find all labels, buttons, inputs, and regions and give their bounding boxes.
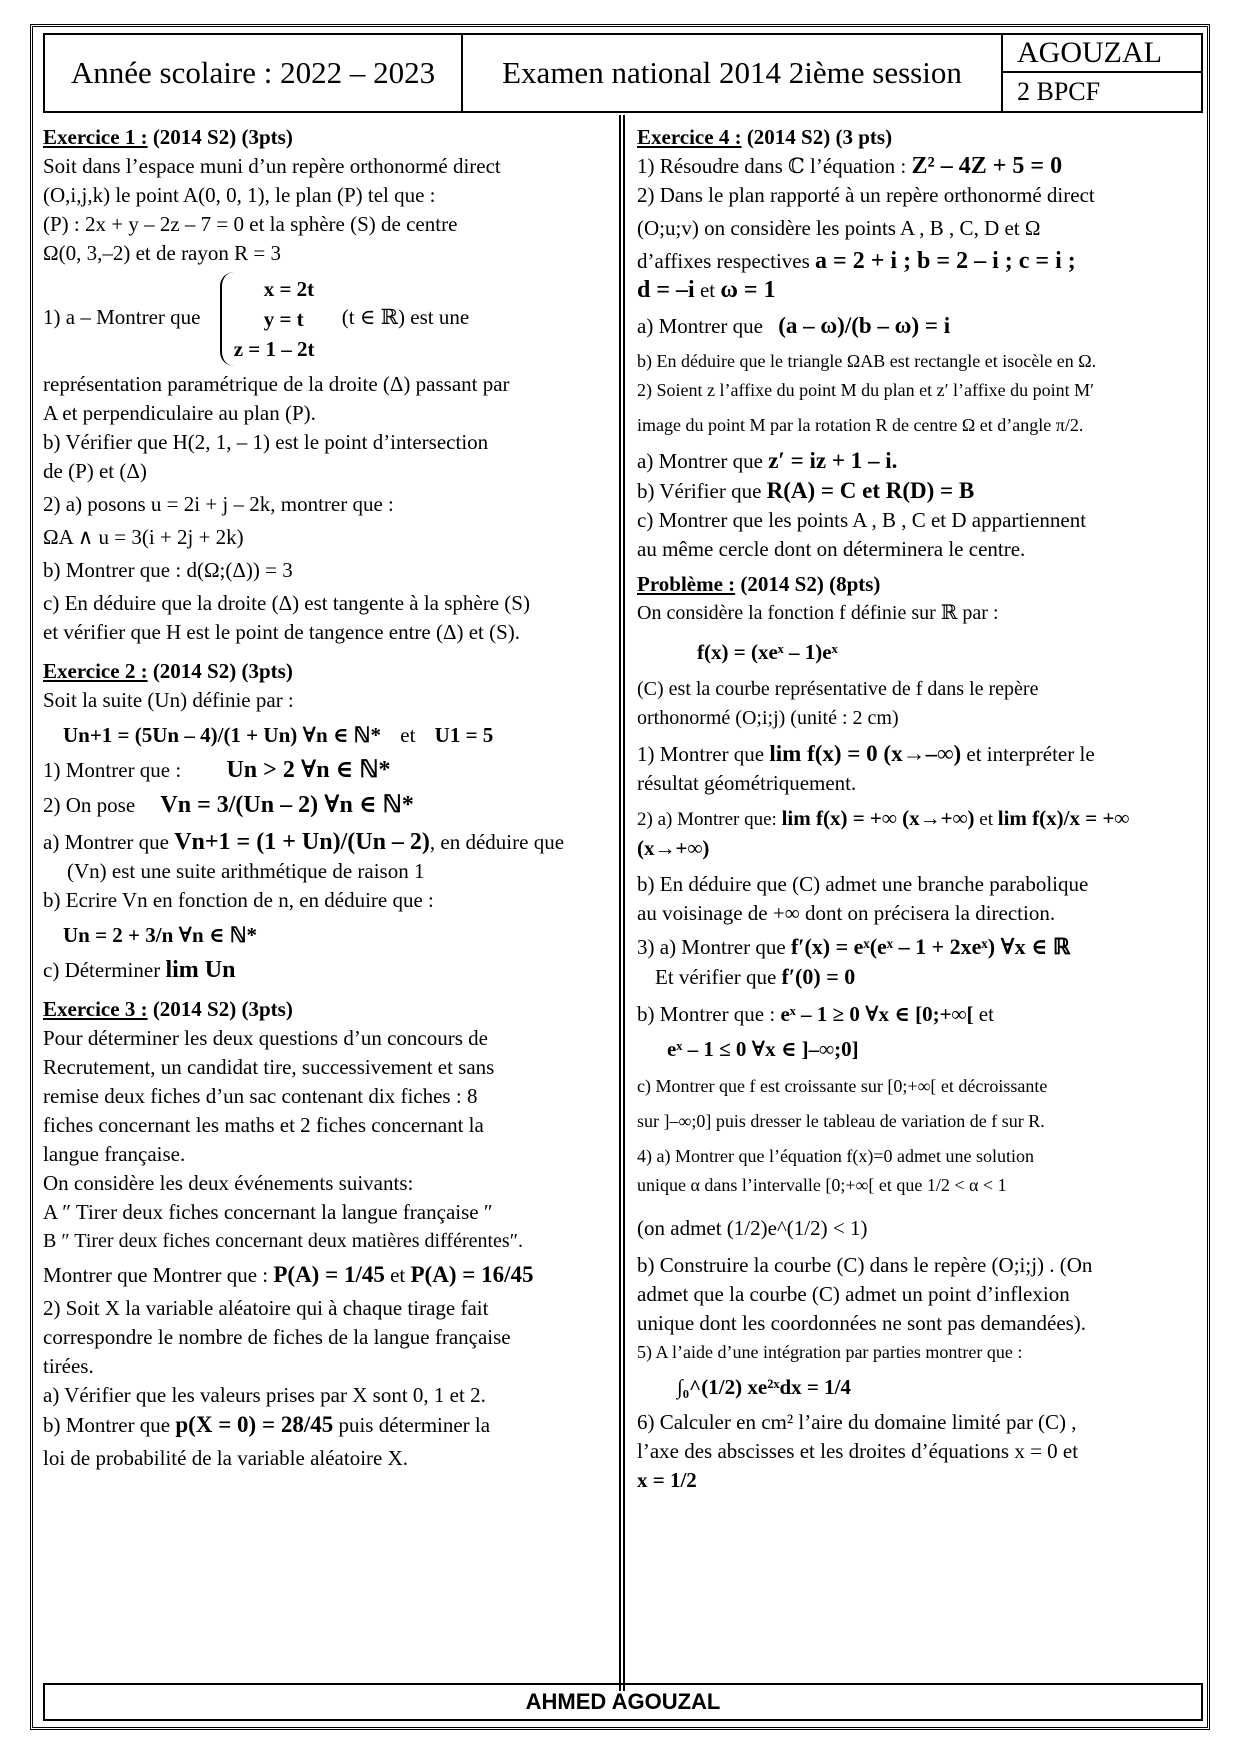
ex3-line: Pour déterminer les deux questions d’un concours de [43,1026,488,1050]
ex4-q2a: a) Montrer que z′ = iz + 1 – i. [637,448,898,473]
ex1-line: représentation paramétrique de la droite (Δ) passant par [43,372,510,396]
ex3-proba-line: Montrer que Montrer que : P(A) = 1/45 et P(A) = 16/45 [43,1262,534,1287]
ex3-line: loi de probabilité de la variable aléatoire X. [43,1446,409,1470]
ex3-heading: Exercice 3 : (2014 S2) (3pts) [43,997,293,1021]
ex3-line: A ″ Tirer deux fiches concernant la langue française ″ [43,1200,493,1224]
ex3-line: remise deux fiches d’un sac contenant dix fiches : 8 [43,1084,478,1108]
ex4-line: c) Montrer que les points A , B , C et D appartiennent [637,508,1087,532]
ex3-line: 2) Soit X la variable aléatoire qui à chaque tirage fait [43,1296,489,1320]
ex3-line: B ″ Tirer deux fiches concernant deux matières différentes″. [43,1230,524,1252]
problem-q3a: 3) a) Montrer que f′(x) = eˣ(eˣ – 1 + 2xeˣ) ∀x ∈ ℝ [637,934,1071,959]
problem-line: b) Construire la courbe (C) dans le repère (O;i;j) . (On [637,1253,1093,1277]
column-divider [619,115,625,1691]
ex1-heading: Exercice 1 : (2014 S2) (3pts) [43,125,293,149]
problem-line: x = 1/2 [637,1468,697,1492]
ex3-line: b) Montrer que p(X = 0) = 28/45 puis déterminer la [43,1412,491,1437]
problem-line: c) Montrer que f est croissante sur [0;+∞[ et décroissante [637,1076,1048,1096]
problem-line: au voisinage de +∞ dont on précisera la direction. [637,901,1056,925]
ex2-q2a: a) Montrer que Vn+1 = (1 + Un)/(Un – 2), en déduire que [43,829,565,855]
problem-line: l’axe des abscisses et les droites d’équations x = 0 et [637,1439,1079,1463]
ex1-line: et vérifier que H est le point de tangence entre (Δ) et (S). [43,620,521,644]
ex1-line: c) En déduire que la droite (Δ) est tangente à la sphère (S) [43,591,530,615]
ex3-line: langue française. [43,1142,186,1166]
problem-line: admet que la courbe (C) admet un point d’inflexion [637,1282,1070,1306]
ex4-line: (O;u;v) on considère les points A , B , C, D et Ω [637,216,1041,240]
page-frame [30,24,1210,1730]
parametric-system: x = 2t y = t z = 1 – 2t [220,272,323,366]
footer: AHMED AGOUZAL [43,1683,1203,1721]
problem-q1: 1) Montrer que lim f(x) = 0 (x→–∞) et interpréter le [637,741,1095,766]
ex4-qa: a) Montrer que (a – ω)/(b – ω) = i [637,313,951,338]
ex3-line: a) Vérifier que les valeurs prises par X sont 0, 1 et 2. [43,1383,486,1407]
ex2-q2: 2) On pose Vn = 3/(Un – 2) ∀n ∈ ℕ* [43,792,414,818]
ex3-line: Recrutement, un candidat tire, successivement et sans [43,1055,495,1079]
problem-heading: Problème : (2014 S2) (8pts) [637,572,881,596]
ex1-line: Ω(0, 3,–2) et de rayon R = 3 [43,241,281,265]
problem-line: b) En déduire que (C) admet une branche parabolique [637,872,1089,896]
ex4-q1: 1) Résoudre dans ℂ l’équation : Z² – 4Z + 5 = 0 [637,153,1063,179]
ex1-line: A et perpendiculaire au plan (P). [43,401,316,425]
problem-line: sur ]–∞;0] puis dresser le tableau de variation de f sur R. [637,1111,1045,1131]
problem-line: (on admet (1/2)e^(1/2) < 1) [637,1216,868,1240]
problem-q3a-2: Et vérifier que f′(0) = 0 [655,964,856,989]
left-column [43,117,609,1687]
ex2-recurrence: Un+1 = (5Un – 4)/(1 + Un) ∀n ∈ ℕ* et U1 = 5 [63,723,494,747]
problem-line: On considère la fonction f définie sur ℝ par : [637,602,999,624]
ex1-line: b) Vérifier que H(2, 1, – 1) est le point d’intersection [43,430,489,454]
problem-line: 5) A l’aide d’une intégration par parties montrer que : [637,1342,1023,1362]
ex4-line: au même cercle dont on déterminera le centre. [637,537,1026,561]
header [43,33,1203,113]
ex2-un-formula: Un = 2 + 3/n ∀n ∈ ℕ* [63,923,258,947]
problem-q2a: 2) a) Montrer que: lim f(x) = +∞ (x→+∞) et lim f(x)/x = +∞ (x→+∞) [637,806,1130,860]
ex3-line: fiches concernant les maths et 2 fiches concernant la [43,1113,484,1137]
ex2-line: Soit la suite (Un) définie par : [43,688,294,712]
problem-line: (C) est la courbe représentative de f dans le repère [637,678,1039,700]
ex4-affixes-2: d = –i et ω = 1 [637,277,776,303]
function-definition: f(x) = (xeˣ – 1)eˣ [697,640,838,664]
integral-formula: ∫₀^(1/2) xe²ˣdx = 1/4 [677,1375,851,1399]
problem-line: 4) a) Montrer que l’équation f(x)=0 admet une solution [637,1146,1035,1166]
ex2-heading: Exercice 2 : (2014 S2) (3pts) [43,659,293,683]
author-name: AGOUZAL [1003,35,1201,73]
problem-line: unique dont les coordonnées ne sont pas demandées). [637,1311,1087,1335]
ex3-line: On considère les deux événements suivants: [43,1171,414,1195]
ex1-line: (O,i,j,k) le point A(0, 0, 1), le plan (P) tel que : [43,183,436,207]
class-name: 2 BPCF [1017,77,1101,106]
ex1-line: ΩA ∧ u = 3(i + 2j + 2k) [43,525,244,549]
problem-line: unique α dans l’intervalle [0;+∞[ et que 1/2 < α < 1 [637,1175,1007,1195]
problem-line: orthonormé (O;i;j) (unité : 2 cm) [637,707,899,729]
ex4-heading: Exercice 4 : (2014 S2) (3 pts) [637,125,893,149]
ex4-q2b: b) Vérifier que R(A) = C et R(D) = B [637,478,975,503]
problem-q3b: b) Montrer que : eˣ – 1 ≥ 0 ∀x ∈ [0;+∞[ et [637,1002,994,1026]
problem-q3b-2: eˣ – 1 ≤ 0 ∀x ∈ ]–∞;0] [667,1037,859,1061]
ex4-line: b) En déduire que le triangle ΩAB est rectangle et isocèle en Ω. [637,351,1097,371]
problem-line: 6) Calculer en cm² l’aire du domaine limité par (C) , [637,1410,1077,1434]
ex2-q1: 1) Montrer que : Un > 2 ∀n ∈ ℕ* [43,757,391,783]
school-year: Année scolaire : 2022 – 2023 [45,35,463,111]
ex4-line: image du point M par la rotation R de centre Ω et d’angle π/2. [637,415,1084,435]
ex3-line: correspondre le nombre de fiches de la langue française [43,1325,511,1349]
ex4-line: 2) Dans le plan rapporté à un repère orthonormé direct [637,183,1095,207]
ex4-line: 2) Soient z l’affixe du point M du plan et z′ l’affixe du point M′ [637,380,1095,400]
ex3-line: tirées. [43,1354,94,1378]
ex4-affixes: d’affixes respectives a = 2 + i ; b = 2 – i ; c = i ; [637,248,1076,274]
right-column [637,117,1203,1687]
ex1-line: b) Montrer que : d(Ω;(Δ)) = 3 [43,558,293,582]
ex1-line: 2) a) posons u = 2i + j – 2k, montrer que : [43,492,394,516]
problem-line: résultat géométriquement. [637,771,857,795]
exam-title: Examen national 2014 2ième session [463,35,1003,111]
ex2-line: (Vn) est une suite arithmétique de raison 1 [67,859,425,883]
ex1-line: Soit dans l’espace muni d’un repère orthonormé direct [43,154,501,178]
ex1-line: (P) : 2x + y – 2z – 7 = 0 et la sphère (S) de centre [43,212,458,236]
ex1-system-line: 1) a – Montrer que x = 2t y = t z = 1 – 2t (t ∈ ℝ) est une [43,272,609,366]
ex2-q2c: c) Déterminer lim Un [43,957,236,983]
ex1-line: de (P) et (Δ) [43,459,147,483]
ex2-line: b) Ecrire Vn en fonction de n, en déduire que : [43,888,434,912]
